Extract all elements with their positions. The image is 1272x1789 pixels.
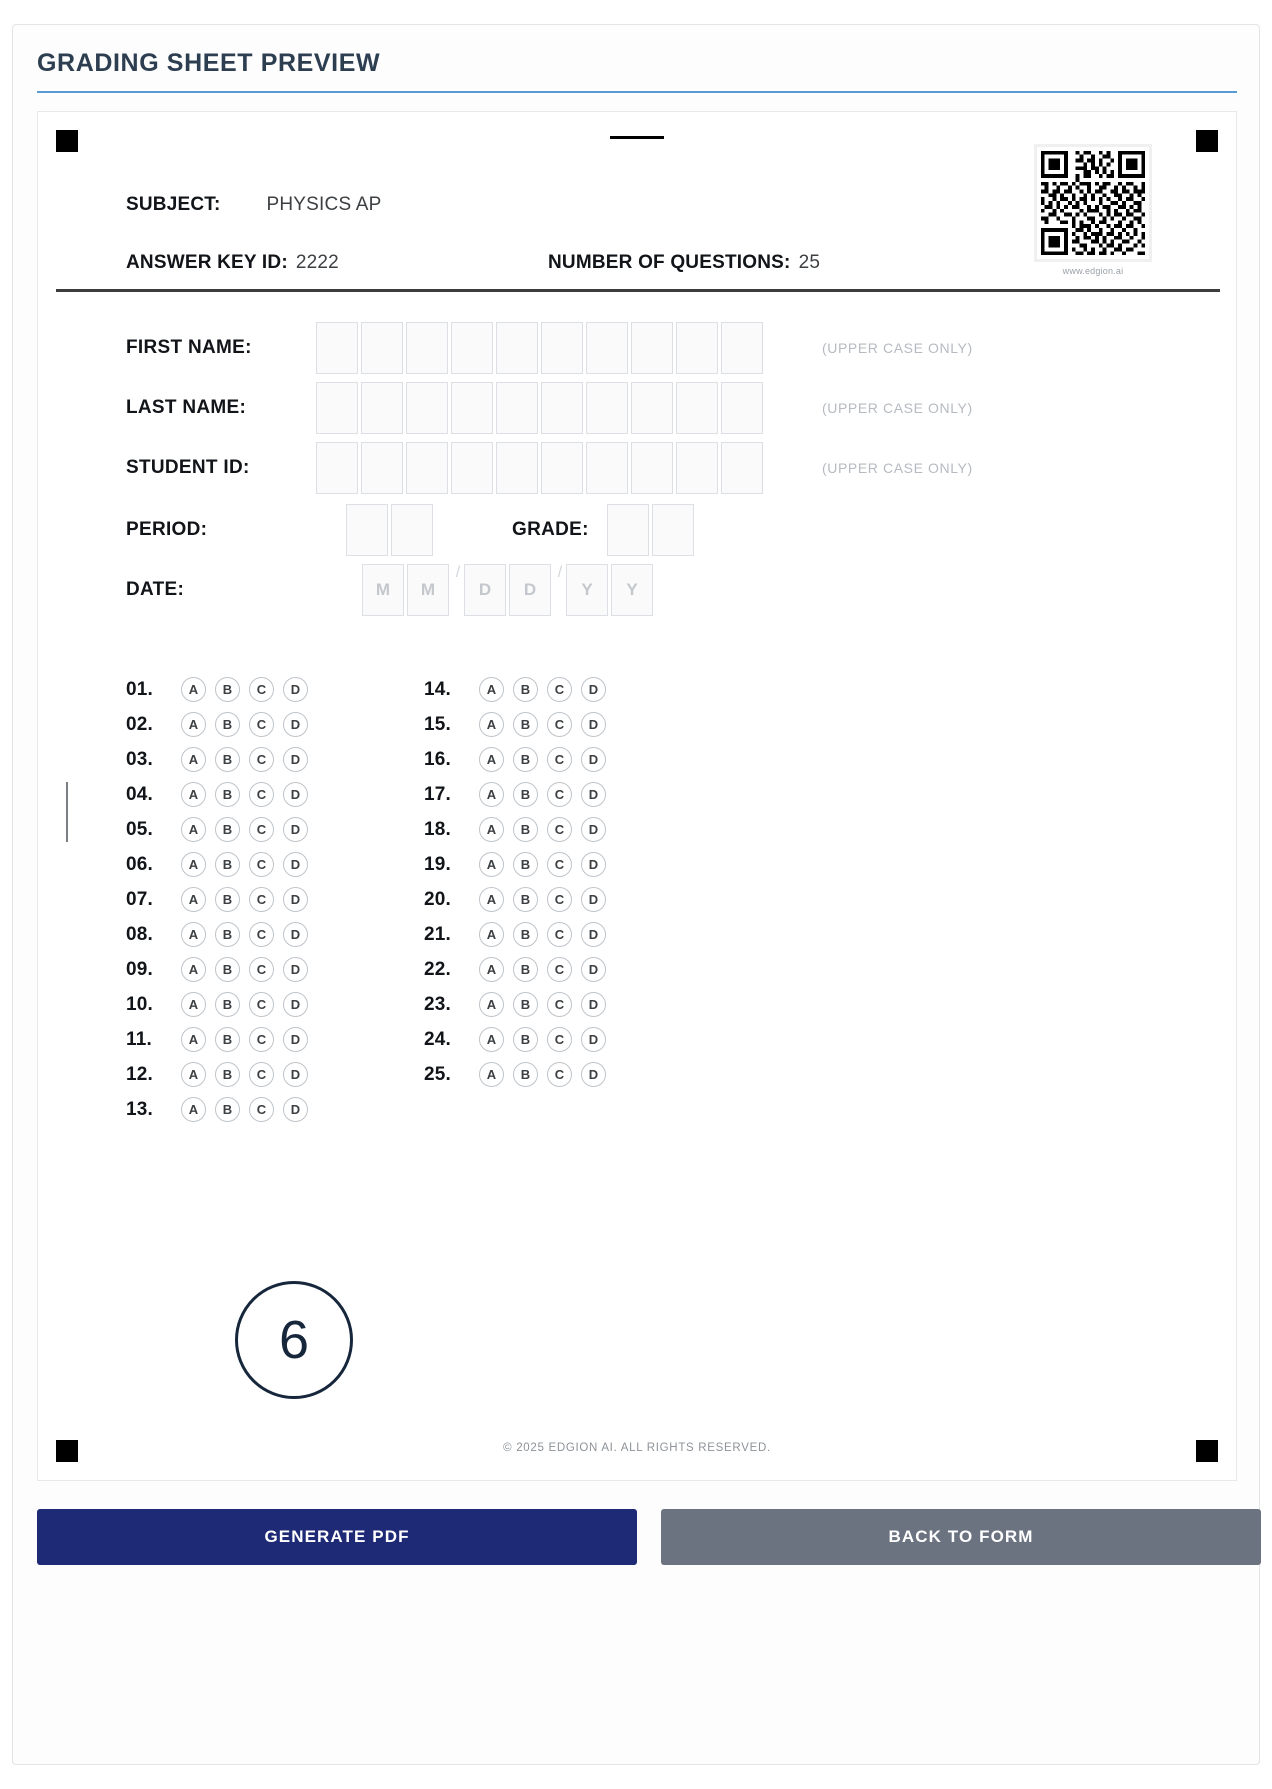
- answer-bubble-d[interactable]: D: [283, 852, 308, 877]
- question-number: 16.: [424, 748, 452, 770]
- answer-bubble-a[interactable]: A: [479, 677, 504, 702]
- first-name-input-grid[interactable]: [316, 322, 766, 374]
- number-of-questions-value: 25: [798, 252, 821, 273]
- answer-bubble-d[interactable]: D: [283, 677, 308, 702]
- answer-bubble-a[interactable]: A: [479, 817, 504, 842]
- answer-bubble-c[interactable]: C: [547, 957, 572, 982]
- registration-mark-bottom-left-icon: [56, 1440, 78, 1462]
- question-number: 01.: [126, 678, 154, 700]
- answer-bubble-b[interactable]: B: [215, 782, 240, 807]
- question-number: 07.: [126, 888, 154, 910]
- last-name-row: [126, 382, 973, 434]
- answer-row: [424, 847, 606, 882]
- period-input-grid[interactable]: [346, 504, 436, 556]
- answer-bubble-b[interactable]: B: [513, 957, 538, 982]
- last-name-cell[interactable]: [451, 382, 493, 434]
- answer-bubble-d[interactable]: D: [283, 992, 308, 1017]
- answer-bubble-d[interactable]: D: [283, 957, 308, 982]
- student-id-row: [126, 442, 973, 494]
- answer-bubble-c[interactable]: C: [547, 992, 572, 1017]
- subject-row: [126, 194, 382, 216]
- answer-bubble-b[interactable]: B: [215, 817, 240, 842]
- answer-bubble-a[interactable]: A: [479, 1062, 504, 1087]
- first-name-label: FIRST NAME:: [126, 337, 252, 358]
- question-number: 03.: [126, 748, 154, 770]
- answer-bubble-b[interactable]: B: [215, 712, 240, 737]
- answer-bubble-a[interactable]: A: [181, 992, 206, 1017]
- date-row: [126, 564, 656, 616]
- last-name-label: LAST NAME:: [126, 397, 247, 418]
- answer-bubble-d[interactable]: D: [283, 782, 308, 807]
- answer-row: [424, 1022, 606, 1057]
- student-id-cell[interactable]: [541, 442, 583, 494]
- date-cell[interactable]: Y: [566, 564, 608, 616]
- answer-bubble-a[interactable]: A: [479, 992, 504, 1017]
- student-id-cell[interactable]: [361, 442, 403, 494]
- answer-bubble-d[interactable]: D: [283, 1097, 308, 1122]
- period-label: PERIOD:: [126, 519, 208, 540]
- student-id-cell[interactable]: [676, 442, 718, 494]
- date-cell[interactable]: Y: [611, 564, 653, 616]
- first-name-hint: (UPPER CASE ONLY): [822, 340, 973, 356]
- question-number: 24.: [424, 1028, 452, 1050]
- answer-bubble-c[interactable]: C: [249, 1097, 274, 1122]
- answer-bubble-c[interactable]: C: [249, 782, 274, 807]
- date-cell[interactable]: D: [509, 564, 551, 616]
- answer-bubble-d[interactable]: D: [283, 747, 308, 772]
- answer-bubble-b[interactable]: B: [513, 1027, 538, 1052]
- date-separator: /: [455, 564, 461, 581]
- answer-row: [126, 882, 308, 917]
- first-name-cell[interactable]: [721, 322, 763, 374]
- question-number: 09.: [126, 958, 154, 980]
- title-divider: [37, 91, 1237, 93]
- answer-bubble-d[interactable]: D: [581, 887, 606, 912]
- question-number: 06.: [126, 853, 154, 875]
- student-id-hint: (UPPER CASE ONLY): [822, 460, 973, 476]
- question-number: 08.: [126, 923, 154, 945]
- answer-row: [126, 672, 308, 707]
- answer-bubble-b[interactable]: B: [513, 922, 538, 947]
- question-number: 21.: [424, 923, 452, 945]
- registration-mark-top-right-icon: [1196, 130, 1218, 152]
- answer-bubble-c[interactable]: C: [547, 677, 572, 702]
- page-number-badge: 6: [235, 1281, 353, 1399]
- answer-bubble-b[interactable]: B: [513, 817, 538, 842]
- answer-bubble-a[interactable]: A: [181, 1027, 206, 1052]
- subject-value: PHYSICS AP: [266, 194, 382, 215]
- answer-bubble-c[interactable]: C: [249, 922, 274, 947]
- answer-bubble-c[interactable]: C: [547, 1027, 572, 1052]
- answer-bubble-c[interactable]: C: [547, 782, 572, 807]
- question-number: 05.: [126, 818, 154, 840]
- last-name-cell[interactable]: [316, 382, 358, 434]
- first-name-cell[interactable]: [541, 322, 583, 374]
- answer-bubble-d[interactable]: D: [581, 677, 606, 702]
- question-number: 04.: [126, 783, 154, 805]
- preview-card: [12, 24, 1260, 1765]
- answer-bubble-c[interactable]: C: [249, 677, 274, 702]
- answer-bubble-section: [126, 672, 722, 1127]
- answer-bubble-c[interactable]: C: [249, 712, 274, 737]
- answer-key-id-row: [126, 252, 339, 274]
- last-name-cell[interactable]: [406, 382, 448, 434]
- answer-bubble-d[interactable]: D: [581, 782, 606, 807]
- answer-bubble-a[interactable]: A: [479, 922, 504, 947]
- answer-bubble-b[interactable]: B: [215, 677, 240, 702]
- answer-bubble-a[interactable]: A: [479, 712, 504, 737]
- date-cell[interactable]: D: [464, 564, 506, 616]
- answer-bubble-a[interactable]: A: [181, 922, 206, 947]
- first-name-cell[interactable]: [631, 322, 673, 374]
- header-divider: [56, 289, 1220, 292]
- answer-key-id-label: ANSWER KEY ID:: [126, 252, 288, 273]
- question-number: 11.: [126, 1028, 152, 1050]
- answer-bubble-b[interactable]: B: [215, 992, 240, 1017]
- answer-row: [424, 812, 606, 847]
- answer-bubble-b[interactable]: B: [513, 887, 538, 912]
- generate-pdf-button[interactable]: GENERATE PDF: [37, 1509, 637, 1565]
- question-number: 19.: [424, 853, 452, 875]
- answer-bubble-a[interactable]: A: [479, 782, 504, 807]
- answer-bubble-a[interactable]: A: [181, 677, 206, 702]
- period-cell[interactable]: [346, 504, 388, 556]
- answer-bubble-a[interactable]: A: [181, 1097, 206, 1122]
- answer-key-id-value: 2222: [295, 252, 339, 273]
- back-to-form-button[interactable]: BACK TO FORM: [661, 1509, 1261, 1565]
- question-number: 23.: [424, 993, 452, 1015]
- question-number: 25.: [424, 1063, 452, 1085]
- question-number: 18.: [424, 818, 452, 840]
- action-bar: [37, 1509, 1261, 1565]
- grade-cell[interactable]: [652, 504, 694, 556]
- answer-bubble-d[interactable]: D: [581, 712, 606, 737]
- answer-bubble-b[interactable]: B: [513, 712, 538, 737]
- answer-bubble-a[interactable]: A: [181, 1062, 206, 1087]
- question-number: 12.: [126, 1063, 154, 1085]
- answer-bubble-c[interactable]: C: [249, 957, 274, 982]
- number-of-questions-label: NUMBER OF QUESTIONS:: [548, 252, 791, 273]
- answer-row: [424, 882, 606, 917]
- date-cell[interactable]: M: [407, 564, 449, 616]
- student-id-label: STUDENT ID:: [126, 457, 250, 478]
- date-label: DATE:: [126, 579, 185, 600]
- answer-bubble-a[interactable]: A: [181, 852, 206, 877]
- answer-bubble-b[interactable]: B: [215, 957, 240, 982]
- answer-bubble-c[interactable]: C: [547, 1062, 572, 1087]
- answer-bubble-a[interactable]: A: [479, 957, 504, 982]
- answer-bubble-b[interactable]: B: [513, 747, 538, 772]
- last-name-cell[interactable]: [631, 382, 673, 434]
- period-cell[interactable]: [391, 504, 433, 556]
- answer-row: [126, 917, 308, 952]
- student-id-cell[interactable]: [451, 442, 493, 494]
- answer-bubble-d[interactable]: D: [581, 922, 606, 947]
- date-cell[interactable]: M: [362, 564, 404, 616]
- answer-bubble-d[interactable]: D: [581, 747, 606, 772]
- first-name-row: [126, 322, 973, 374]
- first-name-cell[interactable]: [361, 322, 403, 374]
- first-name-cell[interactable]: [496, 322, 538, 374]
- answer-bubble-c[interactable]: C: [249, 1027, 274, 1052]
- answer-bubble-a[interactable]: A: [181, 817, 206, 842]
- answer-bubble-c[interactable]: C: [547, 747, 572, 772]
- answer-bubble-c[interactable]: C: [249, 992, 274, 1017]
- answer-bubble-d[interactable]: D: [283, 817, 308, 842]
- answer-bubble-b[interactable]: B: [513, 1062, 538, 1087]
- answer-bubble-b[interactable]: B: [215, 922, 240, 947]
- answer-bubble-a[interactable]: A: [479, 852, 504, 877]
- answer-bubble-b[interactable]: B: [215, 852, 240, 877]
- top-alignment-dash-icon: [610, 136, 664, 139]
- question-number: 17.: [424, 783, 452, 805]
- question-number: 10.: [126, 993, 154, 1015]
- grade-cell[interactable]: [607, 504, 649, 556]
- student-id-cell[interactable]: [316, 442, 358, 494]
- last-name-input-grid[interactable]: [316, 382, 766, 434]
- answer-bubble-a[interactable]: A: [479, 887, 504, 912]
- last-name-cell[interactable]: [541, 382, 583, 434]
- first-name-cell[interactable]: [676, 322, 718, 374]
- answer-bubble-c[interactable]: C: [547, 817, 572, 842]
- last-name-cell[interactable]: [361, 382, 403, 434]
- answer-bubble-b[interactable]: B: [215, 1027, 240, 1052]
- answer-bubble-d[interactable]: D: [283, 712, 308, 737]
- answer-row: [424, 742, 606, 777]
- registration-mark-bottom-right-icon: [1196, 1440, 1218, 1462]
- answer-bubble-d[interactable]: D: [283, 887, 308, 912]
- number-of-questions-row: [548, 252, 820, 274]
- answer-row: [424, 1057, 606, 1092]
- period-grade-row: [126, 504, 697, 556]
- answer-bubble-c[interactable]: C: [547, 922, 572, 947]
- answer-bubble-d[interactable]: D: [283, 1062, 308, 1087]
- answer-bubble-b[interactable]: B: [513, 782, 538, 807]
- answer-row: [424, 777, 606, 812]
- qr-url-label: www.edgion.ai: [1062, 266, 1124, 276]
- answer-row: [126, 1022, 308, 1057]
- student-id-cell[interactable]: [631, 442, 673, 494]
- student-id-cell[interactable]: [586, 442, 628, 494]
- registration-mark-top-left-icon: [56, 130, 78, 152]
- answer-bubble-c[interactable]: C: [249, 887, 274, 912]
- answer-bubble-b[interactable]: B: [215, 887, 240, 912]
- last-name-hint: (UPPER CASE ONLY): [822, 400, 973, 416]
- answer-row: [126, 742, 308, 777]
- answer-bubble-c[interactable]: C: [249, 817, 274, 842]
- sheet-copyright: © 2025 EDGION AI. ALL RIGHTS RESERVED.: [503, 1442, 771, 1454]
- answer-row: [126, 707, 308, 742]
- student-id-cell[interactable]: [496, 442, 538, 494]
- answer-bubble-c[interactable]: C: [249, 852, 274, 877]
- first-name-cell[interactable]: [406, 322, 448, 374]
- answer-bubble-a[interactable]: A: [181, 747, 206, 772]
- qr-code-svg: [1037, 147, 1149, 259]
- question-number: 02.: [126, 713, 154, 735]
- question-number: 13.: [126, 1098, 154, 1120]
- answer-row: [126, 812, 308, 847]
- answer-row: [126, 952, 308, 987]
- subject-label: SUBJECT:: [126, 194, 221, 215]
- answer-bubble-c[interactable]: C: [547, 712, 572, 737]
- answer-row: [424, 987, 606, 1022]
- answer-row: [126, 987, 308, 1022]
- answer-bubble-c[interactable]: C: [249, 747, 274, 772]
- answer-row: [126, 1092, 308, 1127]
- answer-bubble-d[interactable]: D: [283, 1027, 308, 1052]
- answer-bubble-d[interactable]: D: [581, 992, 606, 1017]
- answer-bubble-b[interactable]: B: [513, 852, 538, 877]
- answer-sheet: [37, 111, 1237, 1481]
- answer-bubble-b[interactable]: B: [215, 747, 240, 772]
- question-number: 20.: [424, 888, 452, 910]
- qr-block: [1034, 144, 1152, 276]
- first-name-cell[interactable]: [451, 322, 493, 374]
- date-separator: /: [557, 564, 563, 581]
- answer-row: [126, 777, 308, 812]
- answer-bubble-a[interactable]: A: [479, 747, 504, 772]
- answer-row: [126, 1057, 308, 1092]
- answer-row: [424, 917, 606, 952]
- answer-column-right: [424, 672, 606, 1127]
- answer-column-left: [126, 672, 308, 1127]
- answer-row: [424, 672, 606, 707]
- answer-bubble-c[interactable]: C: [547, 852, 572, 877]
- answer-bubble-b[interactable]: B: [513, 677, 538, 702]
- student-id-input-grid[interactable]: [316, 442, 766, 494]
- last-name-cell[interactable]: [586, 382, 628, 434]
- answer-bubble-d[interactable]: D: [581, 1027, 606, 1052]
- answer-row: [126, 847, 308, 882]
- answer-bubble-a[interactable]: A: [181, 712, 206, 737]
- answer-bubble-d[interactable]: D: [581, 817, 606, 842]
- last-name-cell[interactable]: [496, 382, 538, 434]
- student-id-cell[interactable]: [406, 442, 448, 494]
- grade-input-grid[interactable]: [607, 504, 697, 556]
- answer-bubble-a[interactable]: A: [479, 1027, 504, 1052]
- question-number: 15.: [424, 713, 452, 735]
- answer-bubble-b[interactable]: B: [513, 992, 538, 1017]
- answer-bubble-a[interactable]: A: [181, 957, 206, 982]
- student-id-cell[interactable]: [721, 442, 763, 494]
- first-name-cell[interactable]: [586, 322, 628, 374]
- grade-label: GRADE:: [512, 519, 589, 540]
- date-input-grid[interactable]: [362, 564, 656, 616]
- page-title: GRADING SHEET PREVIEW: [37, 49, 381, 77]
- answer-row: [424, 952, 606, 987]
- answer-bubble-c[interactable]: C: [249, 1062, 274, 1087]
- answer-bubble-d[interactable]: D: [581, 852, 606, 877]
- answer-bubble-b[interactable]: B: [215, 1062, 240, 1087]
- answer-bubble-b[interactable]: B: [215, 1097, 240, 1122]
- answer-bubble-c[interactable]: C: [547, 887, 572, 912]
- last-name-cell[interactable]: [676, 382, 718, 434]
- answer-bubble-a[interactable]: A: [181, 782, 206, 807]
- first-name-cell[interactable]: [316, 322, 358, 374]
- answer-bubble-d[interactable]: D: [581, 957, 606, 982]
- qr-code-icon: [1034, 144, 1152, 262]
- answer-bubble-d[interactable]: D: [581, 1062, 606, 1087]
- question-number: 14.: [424, 678, 452, 700]
- question-number: 22.: [424, 958, 452, 980]
- answer-row: [424, 707, 606, 742]
- left-edge-tick-icon: [66, 782, 68, 842]
- last-name-cell[interactable]: [721, 382, 763, 434]
- answer-bubble-a[interactable]: A: [181, 887, 206, 912]
- answer-bubble-d[interactable]: D: [283, 922, 308, 947]
